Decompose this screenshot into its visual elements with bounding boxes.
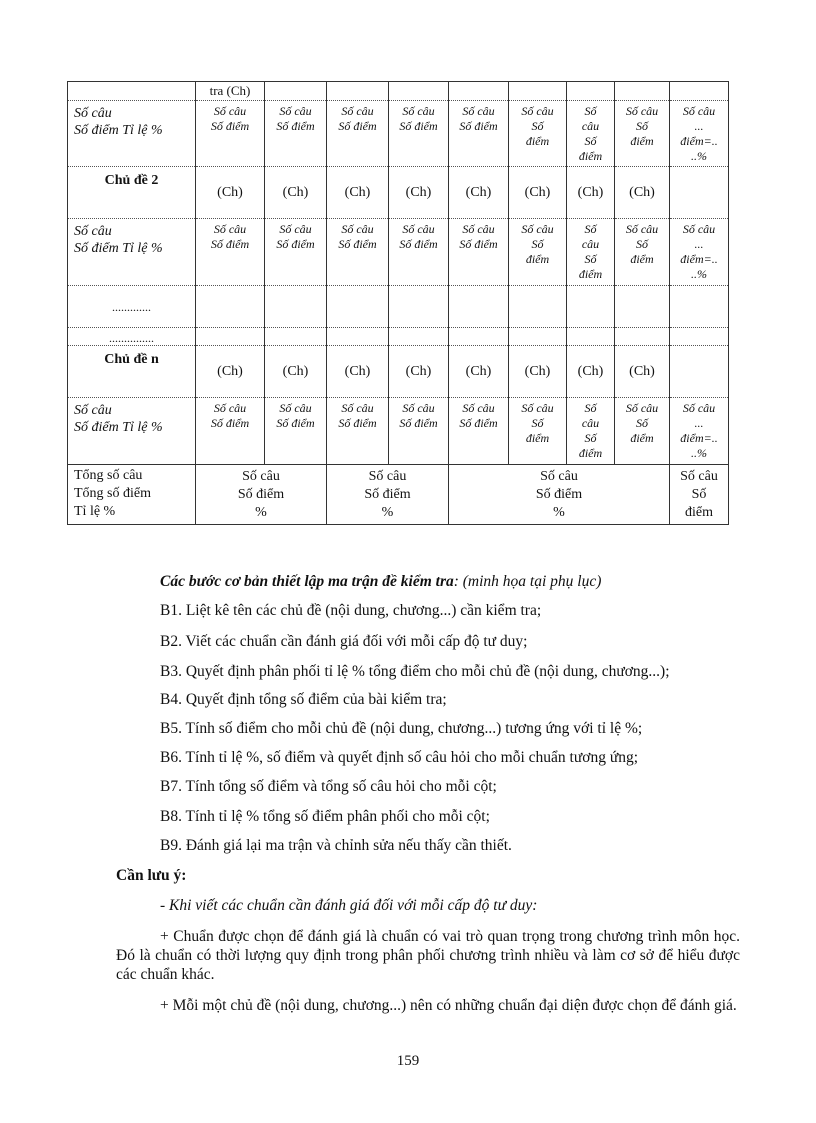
- cell: Số câu Số điểm: [389, 219, 449, 286]
- row-label: Số câu Số điểm Tỉ lệ %: [68, 219, 196, 286]
- row-label: Số câu Số điểm Tỉ lệ %: [68, 398, 196, 465]
- ch-cell: (Ch): [265, 167, 327, 219]
- total-label: Tổng số câu Tổng số điểm Tỉ lệ %: [68, 465, 196, 525]
- cell: Số câu Số điểm: [265, 398, 327, 465]
- ch-cell: (Ch): [509, 346, 567, 398]
- row-label: Số câu Số điểm Tỉ lệ %: [68, 101, 196, 167]
- total-cell: Số câu Số điểm: [670, 465, 729, 525]
- cell: Số câu Số điểm: [449, 219, 509, 286]
- cell: Số câu Số điểm: [449, 398, 509, 465]
- ch-cell: (Ch): [327, 346, 389, 398]
- cell: Số câu Số điểm: [389, 101, 449, 167]
- ch-cell: (Ch): [567, 346, 615, 398]
- table-row-total: [68, 465, 729, 525]
- ch-cell: (Ch): [615, 167, 670, 219]
- cell: Số câu Số điểm: [615, 101, 670, 167]
- ch-cell: (Ch): [615, 346, 670, 398]
- ch-cell: (Ch): [389, 346, 449, 398]
- ch-cell: (Ch): [265, 346, 327, 398]
- note-paragraph: + Mỗi một chủ đề (nội dung, chương...) nên có những chuẩn đại diện được chọn để đánh giá.: [160, 997, 737, 1014]
- table-row: [68, 286, 729, 328]
- table-row: [68, 219, 729, 286]
- total-cell: Số câu Số điểm %: [327, 465, 449, 525]
- topic-label: Chủ đề n: [68, 346, 196, 398]
- section-heading: [160, 573, 601, 591]
- cell: Số câu Số điểm: [389, 398, 449, 465]
- ch-cell: (Ch): [449, 346, 509, 398]
- step-item: B4. Quyết định tổng số điểm của bài kiểm tra;: [160, 691, 447, 708]
- ch-cell: (Ch): [196, 346, 265, 398]
- cell: Số câu Số điểm: [265, 101, 327, 167]
- cell: Số câu Số điểm: [615, 398, 670, 465]
- cell: Số câu Số điểm: [567, 398, 615, 465]
- topic-label: Chủ đề 2: [68, 167, 196, 219]
- ch-cell: (Ch): [389, 167, 449, 219]
- table-row: [68, 82, 729, 101]
- step-item: B8. Tính tỉ lệ % tổng số điểm phân phối cho mỗi cột;: [160, 808, 490, 825]
- step-item: B2. Viết các chuẩn cần đánh giá đối với mỗi cấp độ tư duy;: [160, 633, 528, 650]
- note-title: Cần lưu ý:: [116, 867, 187, 884]
- heading-rest: : (minh họa tại phụ lục): [453, 573, 602, 590]
- page-number: 159: [396, 1053, 420, 1069]
- ch-cell: (Ch): [509, 167, 567, 219]
- step-item: B7. Tính tổng số điểm và tổng số câu hỏi cho mỗi cột;: [160, 778, 497, 795]
- step-item: B9. Đánh giá lại ma trận và chỉnh sửa nếu thấy cần thiết.: [160, 837, 512, 854]
- ch-cell: (Ch): [449, 167, 509, 219]
- cell: Số câu Số điểm: [327, 398, 389, 465]
- fragment-cell: tra (Ch): [196, 82, 265, 101]
- matrix-table: [67, 81, 729, 525]
- ch-cell: (Ch): [567, 167, 615, 219]
- step-item: B6. Tính tỉ lệ %, số điểm và quyết định số câu hỏi cho mỗi chuẩn tương ứng;: [160, 749, 639, 766]
- cell: Số câu Số điểm: [509, 398, 567, 465]
- note-subtitle: - Khi viết các chuẩn cần đánh giá đối với mỗi cấp độ tư duy:: [160, 897, 538, 914]
- cell: Số câu Số điểm: [196, 219, 265, 286]
- cell: Số câu Số điểm: [196, 398, 265, 465]
- table-row: [68, 398, 729, 465]
- cell: Số câu ... điểm=.. ..%: [670, 219, 729, 286]
- cell: Số câu Số điểm: [567, 101, 615, 167]
- cell: Số câu Số điểm: [615, 219, 670, 286]
- total-cell: Số câu Số điểm %: [449, 465, 670, 525]
- cell: Số câu Số điểm: [327, 219, 389, 286]
- table-row: [68, 167, 729, 219]
- cell: Số câu Số điểm: [265, 219, 327, 286]
- step-item: B3. Quyết định phân phối tỉ lệ % tổng điểm cho mỗi chủ đề (nội dung, chương...);: [160, 663, 670, 680]
- heading-bold: Các bước cơ bản thiết lập ma trận đề kiểm tra: [160, 573, 454, 590]
- note-paragraph: + Chuẩn được chọn để đánh giá là chuẩn có vai trò quan trọng trong chương trình môn học. Đó là chuẩn có thời lượng quy định trong phân phối chương trình nhiều và làm cơ sở để hiểu được các chuẩn khác.: [116, 928, 740, 983]
- cell: Số câu Số điểm: [567, 219, 615, 286]
- cell: Số câu ... điểm=.. ..%: [670, 101, 729, 167]
- cell: Số câu Số điểm: [327, 101, 389, 167]
- table-row: [68, 101, 729, 167]
- cell: Số câu Số điểm: [509, 101, 567, 167]
- table-row: [68, 328, 729, 346]
- cell: Số câu Số điểm: [196, 101, 265, 167]
- ch-cell: (Ch): [327, 167, 389, 219]
- total-cell: Số câu Số điểm %: [196, 465, 327, 525]
- ch-cell: (Ch): [196, 167, 265, 219]
- step-item: B1. Liệt kê tên các chủ đề (nội dung, chương...) cần kiểm tra;: [160, 602, 542, 619]
- ellipsis-label: .............: [68, 286, 196, 328]
- cell: Số câu ... điểm=.. ..%: [670, 398, 729, 465]
- cell: Số câu Số điểm: [449, 101, 509, 167]
- ellipsis-label: ...............: [68, 328, 196, 346]
- cell: Số câu Số điểm: [509, 219, 567, 286]
- table-row: [68, 346, 729, 398]
- step-item: B5. Tính số điểm cho mỗi chủ đề (nội dung, chương...) tương ứng với tỉ lệ %;: [160, 720, 643, 737]
